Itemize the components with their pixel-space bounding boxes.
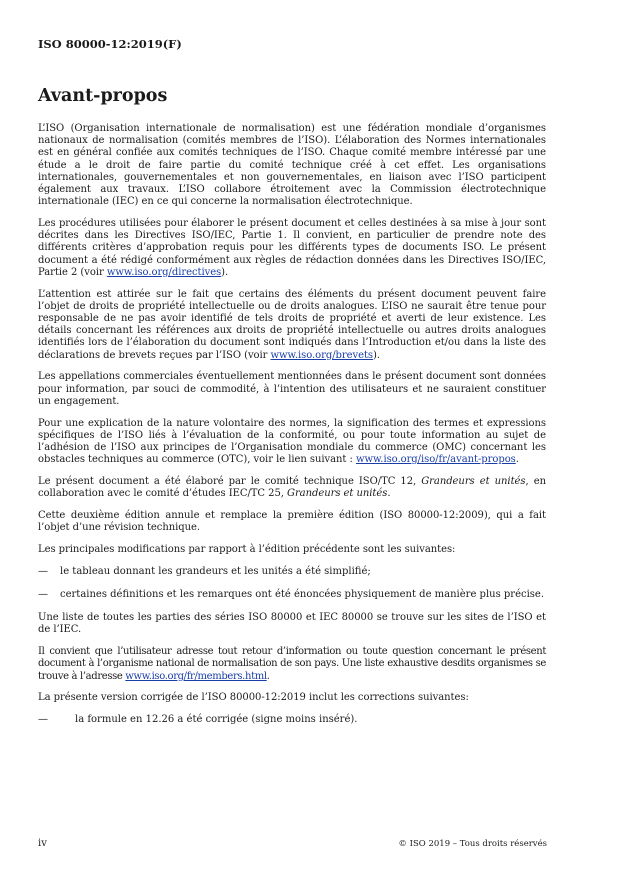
copyright-notice: © ISO 2019 – Tous droits réservés xyxy=(398,839,547,849)
list-dash: — xyxy=(38,565,48,577)
list-item xyxy=(38,714,546,726)
document-id-header: ISO 80000-12:2019(F) xyxy=(38,37,182,51)
directives-link[interactable]: www.iso.org/directives xyxy=(106,266,222,278)
paragraph-voluntary-end: . xyxy=(515,454,519,466)
list-item xyxy=(38,589,546,601)
paragraph-changes-intro: Les principales modifications par rapport à l’édition précédente sont les suivantes: xyxy=(38,544,456,556)
paragraph-voluntary-text: Pour une explication de la nature volontaire des normes, la signification des termes et expressions spécifiques de l’ISO liés à l’évaluation de la conformité, ou pour toute information au sujet de l’adhésion de l’ISO aux principes de l’Organisation mondiale du commerce (OMC) concernant les obstacles techniques au commerce (OTC), voir le lien suivant : xyxy=(38,417,546,466)
paragraph-feedback xyxy=(38,646,546,683)
committee-text-a: Le présent document a été élaboré par le comité technique ISO/TC 12, xyxy=(38,476,422,488)
list-dash: — xyxy=(38,589,48,601)
paragraph-procedures-end: ). xyxy=(221,266,229,278)
paragraph-procedures-text: Les procédures utilisées pour élaborer le présent document et celles destinées à sa mise à jour sont décrites dans les Directives ISO/IEC, Partie 1. Il convient, en particulier de prendre note des différents critères d’approbation requis pour les différents types de documents ISO. Le présent document a été rédigé conformément aux règles de rédaction données dans les Directives ISO/IEC, Partie 2 (voir xyxy=(38,218,546,278)
committee-text-b: , en collaboration avec le comité d’études IEC/TC 25, xyxy=(38,476,546,500)
committee-title-iec: Grandeurs et unités xyxy=(287,488,388,500)
list-item-text: certaines définitions et les remarques ont été énoncées physiquement de manière plus précise. xyxy=(60,589,545,601)
paragraph-trade-names: Les appellations commerciales éventuellement mentionnées dans le présent document sont données pour information, par souci de commodité, à l’intention des utilisateurs et ne sauraient constituer un engagement. xyxy=(38,371,546,407)
paragraph-feedback-end: . xyxy=(266,670,270,682)
paragraph-edition: Cette deuxième édition annule et remplace la première édition (ISO 80000-12:2009), qui a fait l’objet d’une révision technique. xyxy=(38,510,546,534)
list-item-text: le tableau donnant les grandeurs et les unités a été simplifié; xyxy=(60,565,371,577)
list-item xyxy=(38,566,546,578)
list-item-text: la formule en 12.26 a été corrigée (signe moins inséré). xyxy=(75,714,358,726)
paragraph-iso-intro: L’ISO (Organisation internationale de normalisation) est une fédération mondiale d’organismes nationaux de normalisation (comités membres de l’ISO). L’élaboration des Normes internationales est en général confiée aux comités techniques de l’ISO. Chaque comité membre intéressé par une étude a le droit de faire partie du comité technique créé à cet effet. Les organisations internationales, gouvernementales et non gouvernementales, en liaison avec l’ISO participent également aux travaux. L’ISO collabore étroitement avec la Commission électrotechnique internationale (IEC) en ce qui concerne la normalisation électrotechnique. xyxy=(38,123,546,208)
section-title: Avant-propos xyxy=(38,86,168,106)
paragraph-committee xyxy=(38,476,546,500)
committee-text-c: . xyxy=(387,488,391,500)
paragraph-voluntary-nature xyxy=(38,418,546,467)
paragraph-patents-text: L’attention est attirée sur le fait que certains des éléments du présent document peuvent faire l’objet de droits de propriété intellectuelle ou de droits analogues. L’ISO ne saurait être tenue pour responsable de ne pas avoir identifié de tels droits de propriété et averti de leur existence. Les détails concernant les références aux droits de propriété intellectuelle ou autres droits analogues identifiés lors de l’élaboration du document sont indiqués dans l’Introduction et/ou dans la liste des déclarations de brevets reçues par l’ISO (voir xyxy=(38,288,546,361)
foreword-body xyxy=(38,123,546,737)
committee-title-iso: Grandeurs et unités xyxy=(421,476,526,488)
paragraph-patents xyxy=(38,289,546,362)
paragraph-feedback-text: Il convient que l’utilisateur adresse tout retour d’information ou toute question concernant le présent document à l’organisme national de normalisation de son pays. Une liste exhaustive desdits organismes se trouve à l’adresse xyxy=(38,646,546,682)
paragraph-patents-end: ). xyxy=(373,349,380,361)
paragraph-parts-list: Une liste de toutes les parties des séries ISO 80000 et IEC 80000 se trouve sur les sites de l’ISO et de l’IEC. xyxy=(38,612,546,636)
patents-link[interactable]: www.iso.org/brevets xyxy=(270,349,373,361)
foreword-link[interactable]: www.iso.org/iso/fr/avant-propos xyxy=(355,454,516,466)
page-number: iv xyxy=(38,838,47,849)
paragraph-procedures xyxy=(38,218,546,279)
paragraph-corrected-version: La présente version corrigée de l’ISO 80000-12:2019 inclut les corrections suivantes: xyxy=(38,692,469,704)
members-link[interactable]: www.iso.org/fr/members.html xyxy=(125,670,267,682)
list-dash: — xyxy=(38,714,48,726)
